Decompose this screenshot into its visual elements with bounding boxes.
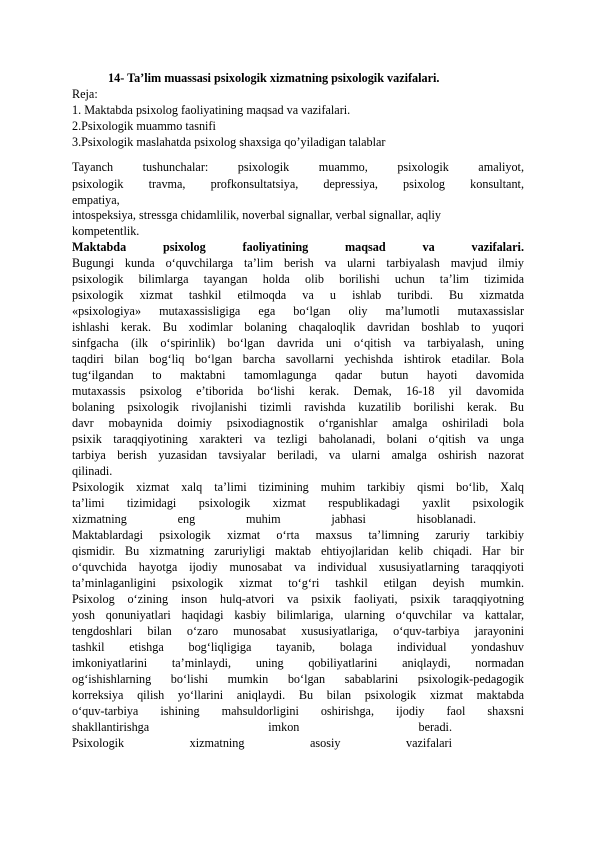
body-line: sinfgacha (ilk o‘spirinlik) bo‘lgan davrida uni o‘qitish va tarbiyalash, uning (72, 336, 524, 350)
body-line: tug‘ilgandan to maktabni tamomlagunga qadar butun hayoti davomida (72, 368, 524, 382)
body-line: shakllantirishga imkon beradi. (72, 720, 452, 734)
body-line: davr mobaynida doimiy psixodiagnostik o‘rganishlar amalga oshiriladi bola (72, 416, 524, 430)
section-heading: Maktabda psixolog faoliyatining maqsad va vazifalari. (72, 240, 524, 254)
body-line: «psixologiya» mutaxassisligiga ega bo‘lgan oliy ma’lumotli mutaxassislar (72, 304, 524, 318)
body-line: Psixologik xizmatning asosiy vazifalari (72, 736, 452, 750)
body-line: Maktablardagi psixologik xizmat o‘rta maxsus ta’limning zaruriy tarkibiy (72, 528, 524, 542)
body-line: mutaxassis psixolog e’tiborida bo‘lishi kerak. Demak, 16-18 yil davomida (72, 384, 524, 398)
body-line: yosh qonuniyatlari haqidagi kasbiy bilimlariga, ularning o‘quvchilar va kattalar, (72, 608, 524, 622)
body-line: psixologik bilimlarga tayangan holda olib borilishi uchun ta’lim tizimida (72, 272, 524, 286)
body-line: imkoniyatlarini ta’minlaydi, uning qobiliyatlarini aniqlaydi, normadan (72, 656, 524, 670)
keywords-line: kompetentlik. (72, 224, 140, 238)
body-line: korreksiya qilish yo‘llarini aniqlaydi. Bu bilan psixologik xizmat maktabda (72, 688, 524, 702)
body-line: ishlashi kerak. Bu xodimlar bolaning chaqaloqlik davridan boshlab to yuqori (72, 320, 524, 334)
document-title: 14- Ta’lim muassasi psixologik xizmatning psixologik vazifalari. (108, 71, 440, 85)
body-line: Psixolog o‘zining inson hulq-atvori va psixik faoliyati, psixik taraqqiyotning (72, 592, 524, 606)
plan-item: 1. Maktabda psixolog faoliyatining maqsad va vazifalari. (72, 103, 351, 117)
body-line: tashkil etishga bog‘liqligiga tayanib, bolaga individual yondashuv (72, 640, 524, 654)
body-line: qilinadi. (72, 464, 113, 478)
plan-item: 3.Psixologik maslahatda psixolog shaxsiga qo’yiladigan talablar (72, 135, 386, 149)
body-line: og‘ishishlarning bo‘lishi mumkin bo‘lgan sabablarini psixologik-pedagogik (72, 672, 524, 686)
body-line: psixologik xizmat tashkil etilmoqda va u ishlab turibdi. Bu xizmatda (72, 288, 524, 302)
body-line: Bugungi kunda o‘quvchilarga ta’lim berish va ularni tarbiyalash mavjud ilmiy (72, 256, 524, 270)
body-line: Psixologik xizmat xalq ta’limi tizimining muhim tarkibiy qismi bo‘lib, Xalq (72, 480, 524, 494)
keywords-line: Tayanch tushunchalar: psixologik muammo, psixologik amaliyot, (72, 160, 524, 174)
keywords-line: empatiya, (72, 193, 120, 207)
body-line: taqdiri bilan bog‘liq bo‘lgan barcha savollarni yechishda ishtirok etadilar. Bola (72, 352, 524, 366)
body-line: o‘quv-tarbiya ishining mahsuldorligini oshirishga, ijodiy faol shaxsni (72, 704, 524, 718)
body-line: psixik taraqqiyotining xarakteri va tezligi baholanadi, bolani o‘qitish va unga (72, 432, 524, 446)
body-line: bolaning psixologik rivojlanishi tizimli ravishda kuzatilib borilishi kerak. Bu (72, 400, 524, 414)
plan-item: 2.Psixologik muammo tasnifi (72, 119, 216, 133)
body-line: qismidir. Bu xizmatning zaruriyligi maktab ehtiyojlaridan kelib chiqadi. Har bir (72, 544, 524, 558)
body-line: tarbiya berish yuzasidan tavsiyalar beriladi, va ularni amalga oshirish nazorat (72, 448, 524, 462)
body-line: ta’minlaganligini psixologik xizmat to‘g‘ri tashkil etilgan deyish mumkin. (72, 576, 524, 590)
body-line: ta’limi tizimidagi psixologik xizmat respublikadagi yaxlit psixologik (72, 496, 524, 510)
plan-heading: Reja: (72, 87, 98, 101)
keywords-line: psixologik travma, profkonsultatsiya, depressiya, psixolog konsultant, (72, 177, 524, 191)
keywords-line: intospeksiya, stressga chidamlilik, noverbal signallar, verbal signallar, aqliy (72, 208, 441, 222)
body-line: tengdoshlari bilan o‘zaro munosabat xususiyatlariga, o‘quv-tarbiya jarayonini (72, 624, 524, 638)
body-line: xizmatning eng muhim jabhasi hisoblanadi. (72, 512, 476, 526)
body-line: o‘quvchida hayotga ijodiy munosabat va individual xususiyatlarning taraqqiyoti (72, 560, 524, 574)
